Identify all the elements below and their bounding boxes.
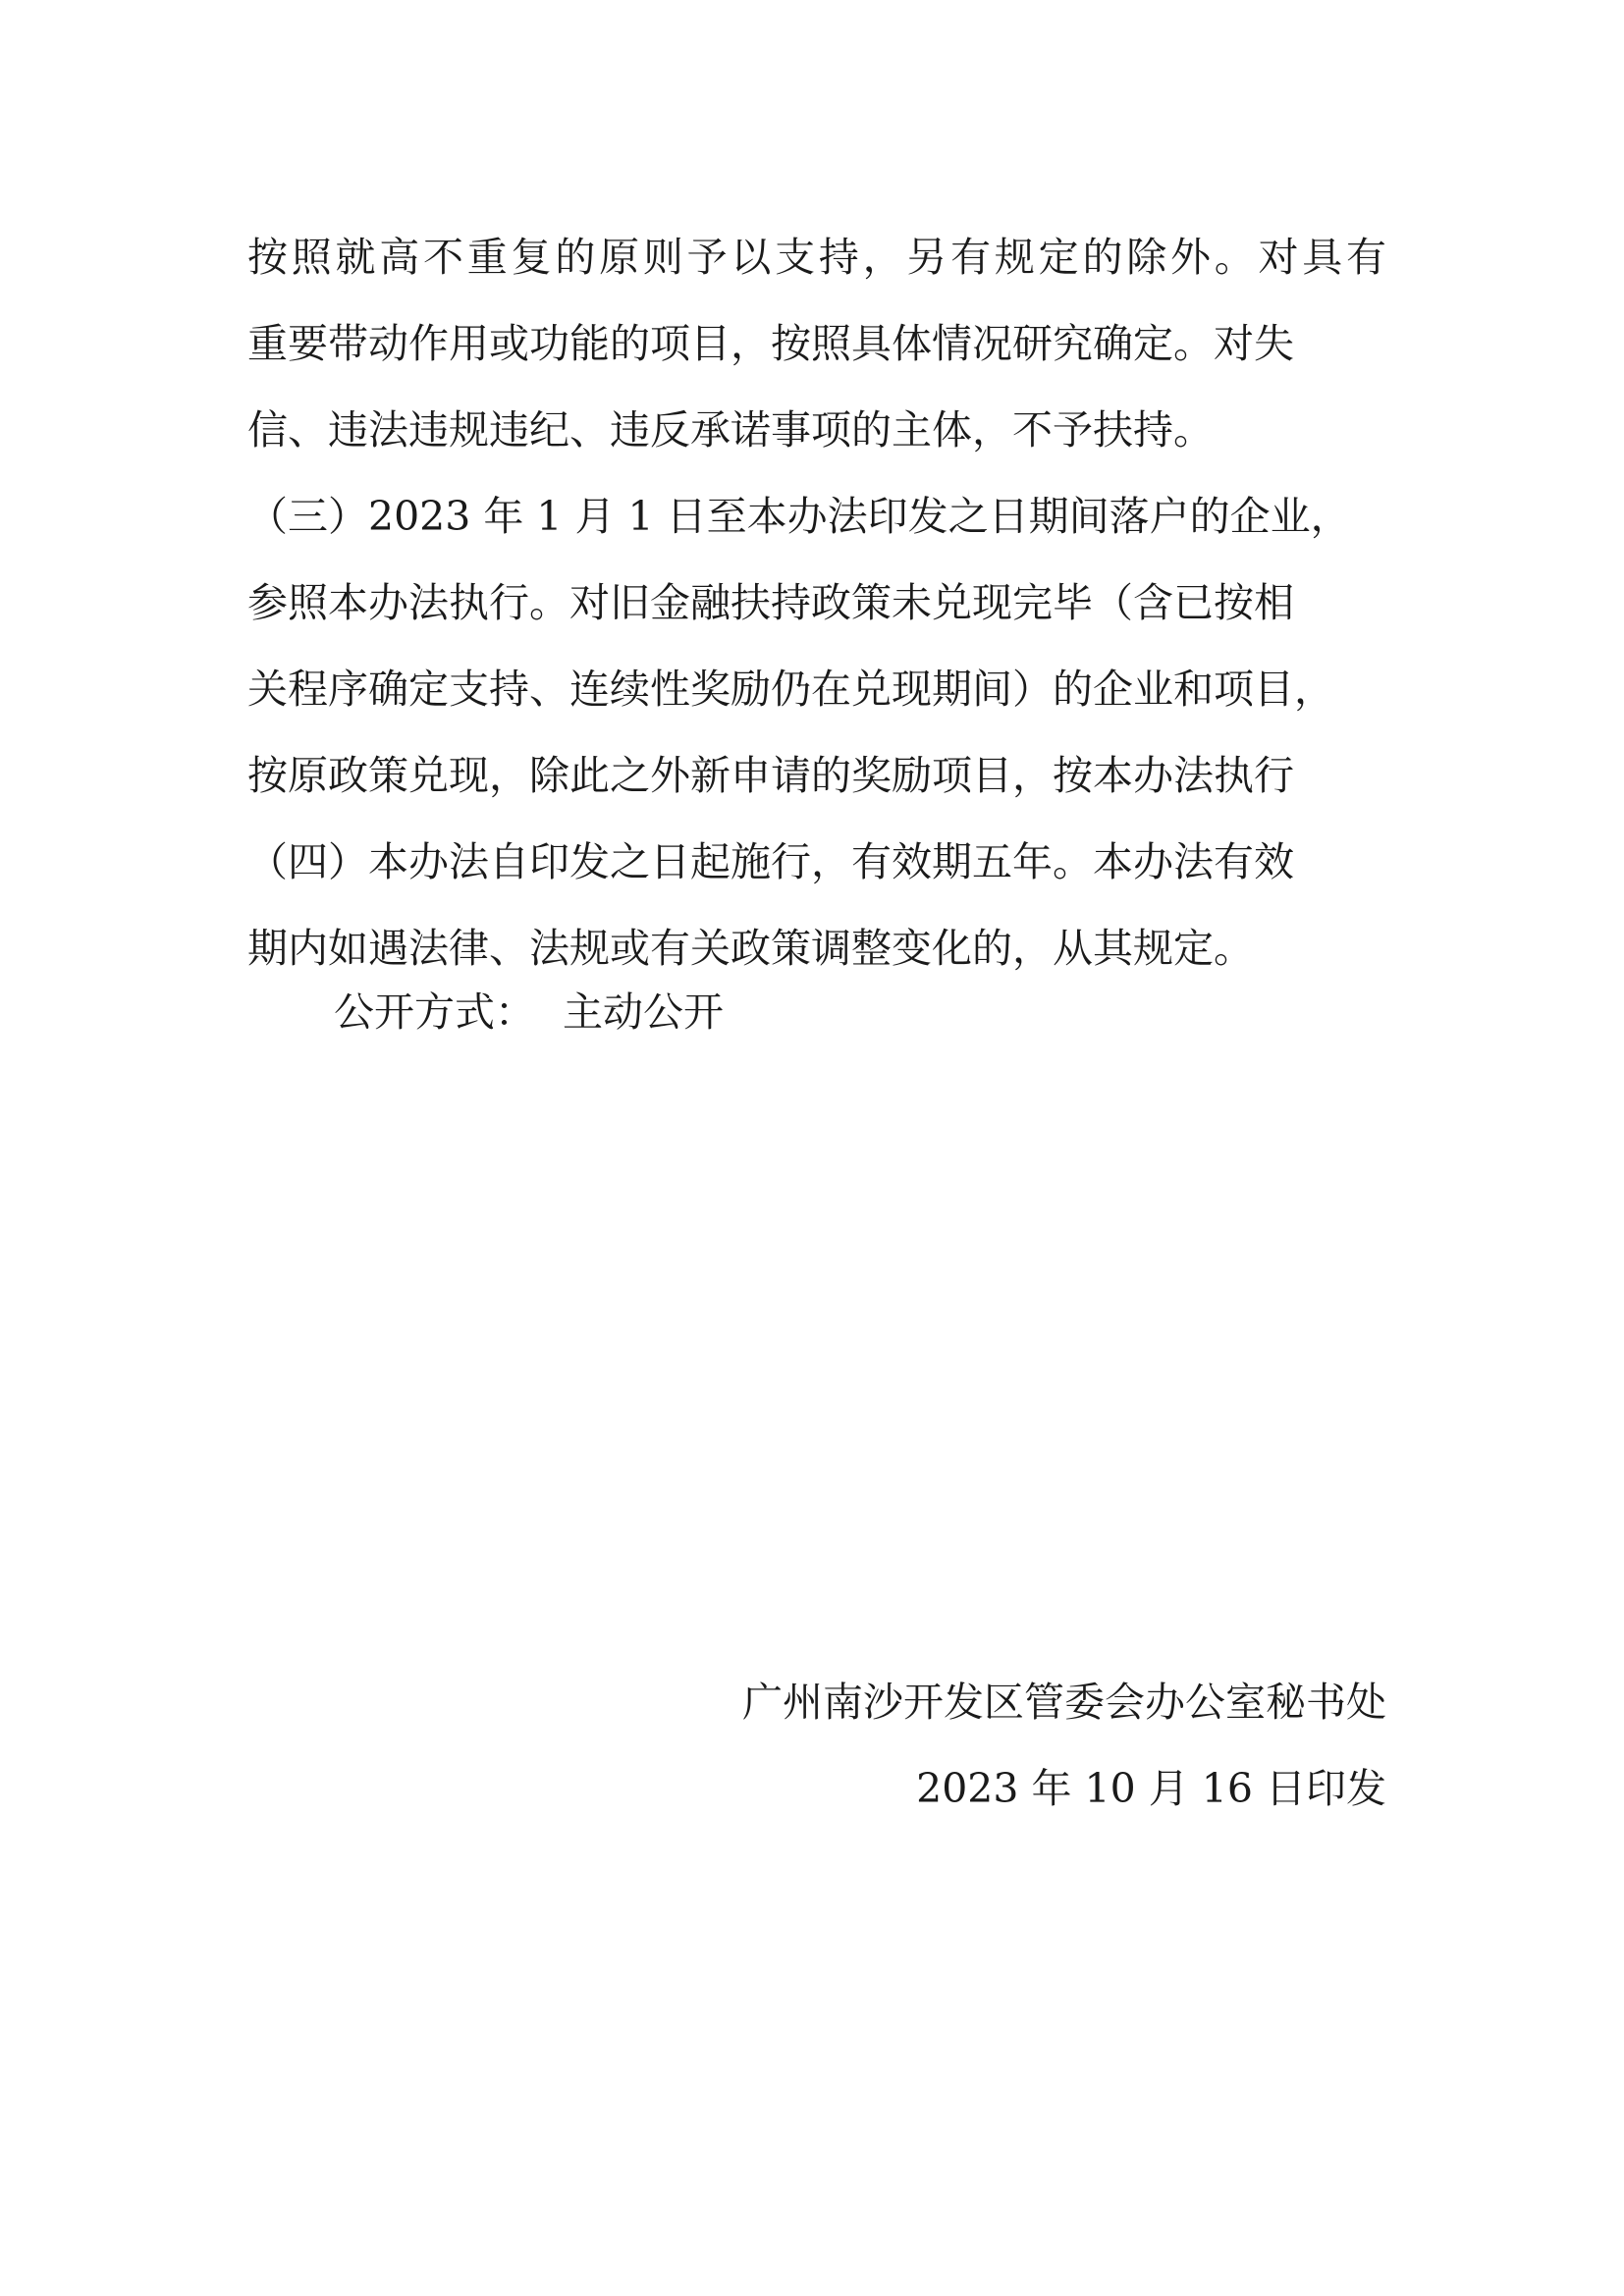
issuer-name: 广州南沙开发区管委会办公室秘书处 bbox=[742, 1679, 1386, 1726]
paragraph-line-5: 参照本办法执行。对旧金融扶持政策未兑现完毕（含已按相 bbox=[247, 579, 1294, 626]
paragraph-line-2: 重要带动作用或功能的项目，按照具体情况研究确定。对失 bbox=[247, 320, 1294, 367]
policy-body-text bbox=[247, 214, 1386, 991]
paragraph-line-4: （三）2023 年 1 月 1 日至本办法印发之日期间落户的企业， bbox=[247, 493, 1351, 540]
paragraph-line-1: 按照就高不重复的原则予以支持，另有规定的除外。对具有 bbox=[247, 234, 1386, 281]
disclosure-label: 公开方式： bbox=[334, 988, 535, 1036]
paragraph-line-3: 信、违法违规违纪、违反承诺事项的主体，不予扶持。 bbox=[247, 406, 1214, 454]
disclosure-method bbox=[334, 969, 724, 1055]
issue-date: 2023 年 10 月 16 日印发 bbox=[916, 1765, 1386, 1812]
disclosure-value: 主动公开 bbox=[563, 988, 724, 1036]
paragraph-line-7: 按原政策兑现，除此之外新申请的奖励项目，按本办法执行 bbox=[247, 752, 1294, 799]
paragraph-line-8: （四）本办法自印发之日起施行，有效期五年。本办法有效 bbox=[247, 838, 1294, 885]
paragraph-line-6: 关程序确定支持、连续性奖励仍在兑现期间）的企业和项目， bbox=[247, 666, 1334, 713]
issuer-signature-block bbox=[742, 1659, 1386, 1832]
paragraph-line-9: 期内如遇法律、法规或有关政策调整变化的，从其规定。 bbox=[247, 925, 1254, 972]
